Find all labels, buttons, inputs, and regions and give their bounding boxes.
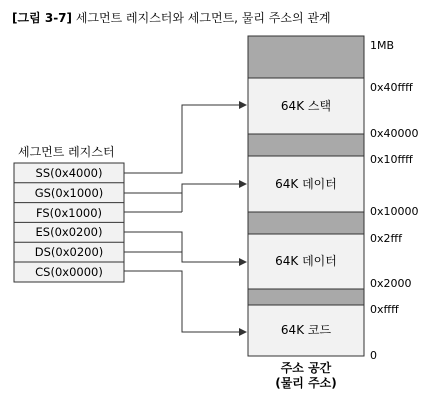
address-0x10ffff: 0x10ffff <box>370 153 413 166</box>
register-fs: FS(0x1000) <box>35 206 103 220</box>
address-0x2000: 0x2000 <box>370 277 412 290</box>
register-table <box>14 163 124 282</box>
address-labels <box>370 39 419 362</box>
arrow-es-to-data-2 <box>124 232 246 262</box>
address-0x2fff: 0x2fff <box>370 232 402 245</box>
address-0x40000: 0x40000 <box>370 127 419 140</box>
arrow-ss-to-stack <box>124 105 246 173</box>
register-gs: GS(0x1000) <box>34 186 104 200</box>
address-space-subcaption: (물리 주소) <box>275 376 337 390</box>
address-1mb: 1MB <box>370 39 395 52</box>
register-ss: SS(0x4000) <box>35 166 103 180</box>
register-ds: DS(0x0200) <box>34 245 104 259</box>
register-table-title: 세그먼트 레지스터 <box>18 145 115 159</box>
segment-label-data-1: 64K 데이터 <box>275 177 337 191</box>
memory-gap-3 <box>248 289 364 305</box>
address-0x10000: 0x10000 <box>370 205 419 218</box>
figure-caption <box>12 10 331 25</box>
register-es: ES(0x0200) <box>35 225 103 239</box>
arrow-cs-to-code <box>124 271 246 332</box>
memory-gap-1 <box>248 134 364 156</box>
segment-label-stack: 64K 스택 <box>280 99 332 113</box>
address-space-caption: 주소 공간 <box>280 361 332 375</box>
memory-gap-2 <box>248 212 364 234</box>
figure-label: [그림 3-7] <box>12 11 73 25</box>
memory-column <box>248 36 364 356</box>
register-cs: CS(0x0000) <box>35 265 103 279</box>
address-0x40ffff: 0x40ffff <box>370 81 413 94</box>
address-0xffff: 0xffff <box>370 303 399 316</box>
address-0: 0 <box>370 349 377 362</box>
memory-gap-top <box>248 36 364 78</box>
figure-title: 세그먼트 레지스터와 세그먼트, 물리 주소의 관계 <box>72 11 331 25</box>
arrow-gs-to-data <box>124 184 246 193</box>
segment-label-code: 64K 코드 <box>280 323 332 337</box>
segment-label-data-2: 64K 데이터 <box>275 254 337 268</box>
